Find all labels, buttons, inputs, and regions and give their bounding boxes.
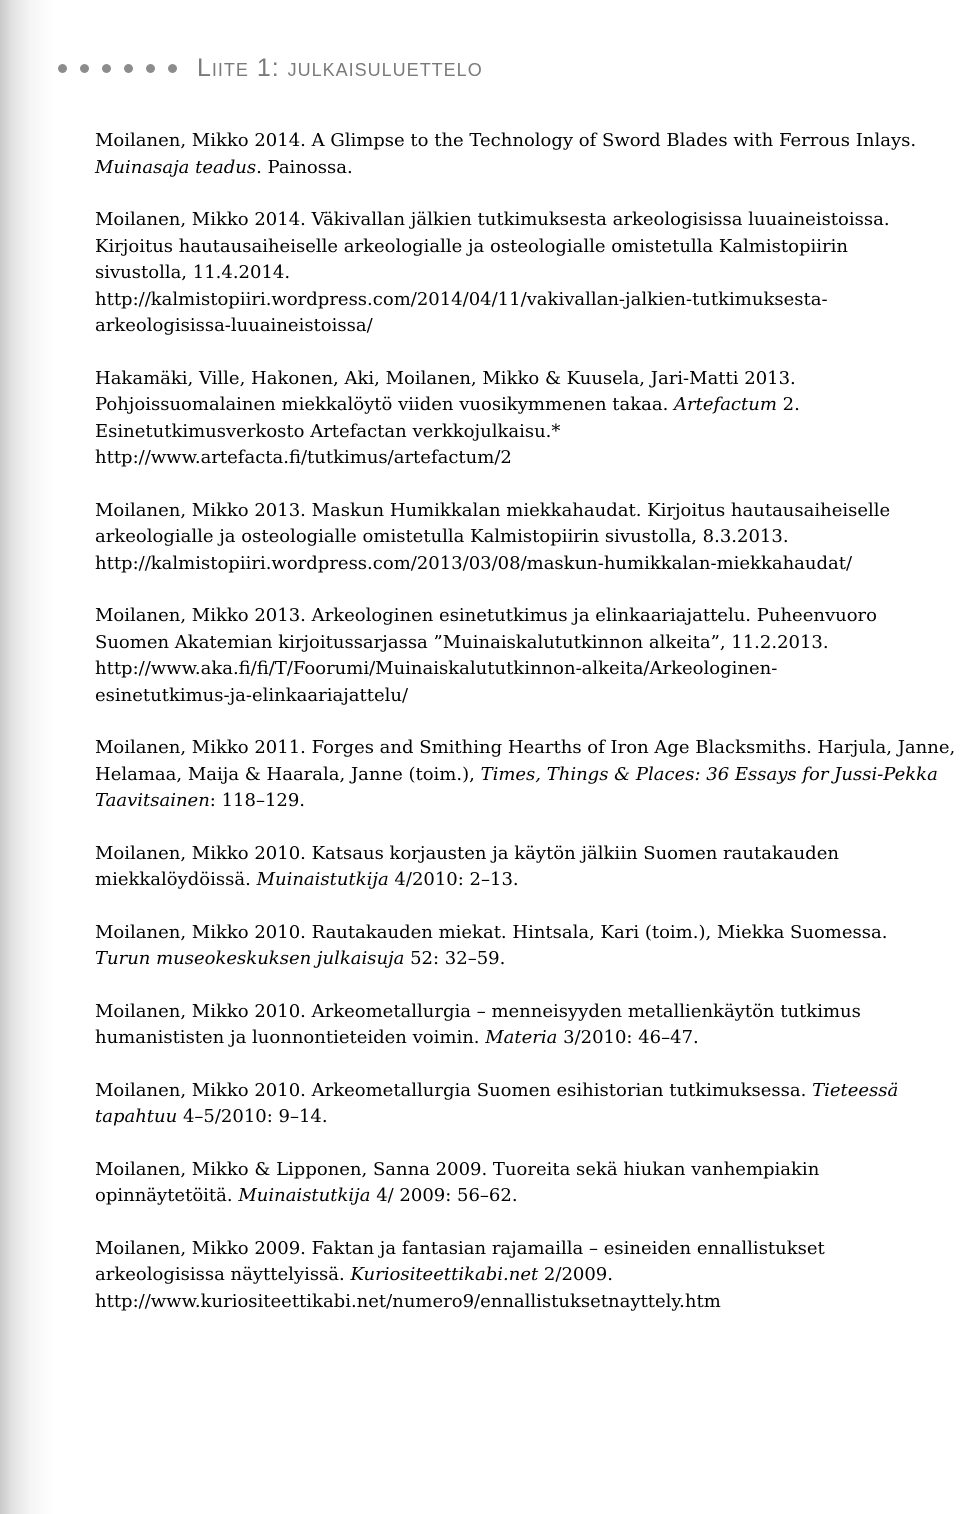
entry-line [95,735,957,762]
italic-text: Turun museokeskuksen julkaisuja [95,948,405,969]
publication-entry [95,1078,957,1131]
italic-text: Muinaistutkija [256,869,389,890]
publication-entry [95,1236,957,1316]
entry-line [95,313,957,340]
entry-line [95,1078,957,1105]
entry-text: Moilanen, Mikko 2014. Väkivallan jälkien tutkimuksesta arkeologisissa luuaineistoissa. [95,209,890,230]
entry-text: 4/2010: 2–13. [388,869,519,890]
publication-entry [95,920,957,973]
page-title: Liite 1: julkaisuluettelo [197,53,483,82]
entry-text: 52: 32–59. [404,948,506,969]
bullet-dot [80,64,89,73]
bullet-dot [102,64,111,73]
entry-line [95,683,957,710]
entry-line [95,1025,957,1052]
entry-line [95,841,957,868]
entry-line [95,287,957,314]
entry-text: Pohjoissuomalainen miekkalöytö viiden vuosikymmenen takaa. [95,394,675,415]
bullet-dot [146,64,155,73]
entry-text: 2. [776,394,800,415]
entry-line [95,867,957,894]
entry-text: Moilanen, Mikko 2013. Arkeologinen esinetutkimus ja elinkaariajattelu. Puheenvuoro [95,605,877,626]
entry-text: http://kalmistopiiri.wordpress.com/2013/03/08/maskun-humikkalan-miekkahaudat/ [95,552,853,574]
italic-text: tapahtuu [95,1106,178,1127]
entry-text: Suomen Akatemian kirjoitussarjassa ”Muinaiskalututkinnon alkeita”, 11.2.2013. [95,631,829,653]
entry-text: Kirjoitus hautausaiheiselle arkeologialle ja osteologialle omistetulla Kalmistopiirin [95,235,848,257]
entry-text: Helamaa, Maija & Haarala, Janne (toim.), [95,763,481,785]
entry-line [95,524,957,551]
entry-text: opinnäytetöitä. [95,1185,239,1206]
entry-text: Moilanen, Mikko 2010. Arkeometallurgia – menneisyyden metallienkäytön tutkimus [95,1000,861,1022]
entry-text: http://kalmistopiiri.wordpress.com/2014/04/11/vakivallan-jalkien-tutkimuksesta- [95,288,828,310]
entry-text: 4–5/2010: 9–14. [177,1106,328,1127]
entry-text: Moilanen, Mikko & Lipponen, Sanna 2009. Tuoreita sekä hiukan vanhempiakin [95,1158,820,1180]
publication-entry [95,1157,957,1210]
entry-text: Moilanen, Mikko 2011. Forges and Smithing Hearths of Iron Age Blacksmiths. Harjula, Janne, [95,737,956,758]
entry-line [95,1262,957,1289]
entry-line [95,1104,957,1131]
entry-text: 3/2010: 46–47. [557,1027,699,1048]
entry-text: humanististen ja luonnontieteiden voimin. [95,1027,486,1048]
entry-line [95,498,957,525]
publication-entry [95,128,957,181]
entry-text: Moilanen, Mikko 2009. Faktan ja fantasian rajamailla – esineiden ennallistukset [95,1237,825,1259]
publication-list [95,128,957,1341]
entry-line [95,445,957,472]
entry-line [95,999,957,1026]
entry-text: miekkalöydöissä. [95,869,257,890]
italic-text: Artefactum [674,394,777,415]
entry-text: 4/ 2009: 56–62. [370,1185,518,1206]
entry-text: http://www.aka.fi/fi/T/Foorumi/Muinaiskalututkinnon-alkeita/Arkeologinen- [95,658,778,679]
entry-text: Moilanen, Mikko 2013. Maskun Humikkalan miekkahaudat. Kirjoitus hautausaiheiselle [95,499,891,521]
entry-line [95,128,957,155]
entry-line [95,366,957,393]
entry-text: arkeologialle ja osteologialle omistetulla Kalmistopiirin sivustolla, 8.3.2013. [95,526,789,547]
entry-line [95,603,957,630]
publication-entry [95,735,957,815]
publication-entry [95,603,957,709]
italic-text: Taavitsainen [95,790,210,811]
publication-entry [95,498,957,578]
entry-line [95,1236,957,1263]
italic-text: Tieteessä [812,1079,899,1101]
entry-line [95,1289,957,1316]
entry-line [95,155,957,182]
italic-text: Times, Things & Places: 36 Essays for Jussi-Pekka [480,763,938,785]
entry-line [95,788,957,815]
bullet-dot [58,64,67,73]
entry-text: . Painossa. [256,156,353,178]
entry-line [95,656,957,683]
entry-text: Moilanen, Mikko 2010. Katsaus korjausten ja käytön jälkiin Suomen rautakauden [95,842,839,864]
italic-text: Materia [485,1027,558,1048]
entry-text: Moilanen, Mikko 2014. A Glimpse to the Technology of Sword Blades with Ferrous Inlays. [95,130,917,151]
entry-text: Moilanen, Mikko 2010. Rautakauden miekat. Hintsala, Kari (toim.), Miekka Suomessa. [95,921,888,943]
entry-line [95,762,957,789]
entry-text: sivustolla, 11.4.2014. [95,262,291,283]
entry-line [95,551,957,578]
entry-text: http://www.kuriositeettikabi.net/numero9/ennallistuksetnayttely.htm [95,1290,721,1312]
entry-line [95,419,957,446]
italic-text: Kuriositeettikabi.net [350,1264,539,1285]
entry-line [95,946,957,973]
entry-line [95,392,957,419]
entry-line [95,1183,957,1210]
bullet-dots [58,64,177,73]
italic-text: Muinasaja teadus [95,156,257,178]
entry-line [95,1157,957,1184]
bullet-dot [168,64,177,73]
entry-line [95,207,957,234]
bullet-dot [124,64,133,73]
entry-text: esinetutkimus-ja-elinkaariajattelu/ [95,684,409,706]
entry-text: Esinetutkimusverkosto Artefactan verkkojulkaisu.* [95,420,561,442]
entry-text: 2/2009. [538,1264,613,1285]
entry-text: Moilanen, Mikko 2010. Arkeometallurgia Suomen esihistorian tutkimuksessa. [95,1079,813,1101]
entry-text: Hakamäki, Ville, Hakonen, Aki, Moilanen, Mikko & Kuusela, Jari-Matti 2013. [95,367,796,389]
entry-line [95,630,957,657]
page-header [58,50,483,86]
publication-entry [95,366,957,472]
entry-line [95,260,957,287]
entry-text: http://www.artefacta.fi/tutkimus/artefactum/2 [95,447,512,468]
entry-text: : 118–129. [209,790,306,811]
entry-text: arkeologisissa näyttelyissä. [95,1264,351,1285]
publication-entry [95,999,957,1052]
entry-line [95,234,957,261]
publication-entry [95,841,957,894]
entry-line [95,920,957,947]
entry-text: arkeologisissa-luuaineistoissa/ [95,315,373,336]
publication-entry [95,207,957,340]
italic-text: Muinaistutkija [238,1185,371,1206]
